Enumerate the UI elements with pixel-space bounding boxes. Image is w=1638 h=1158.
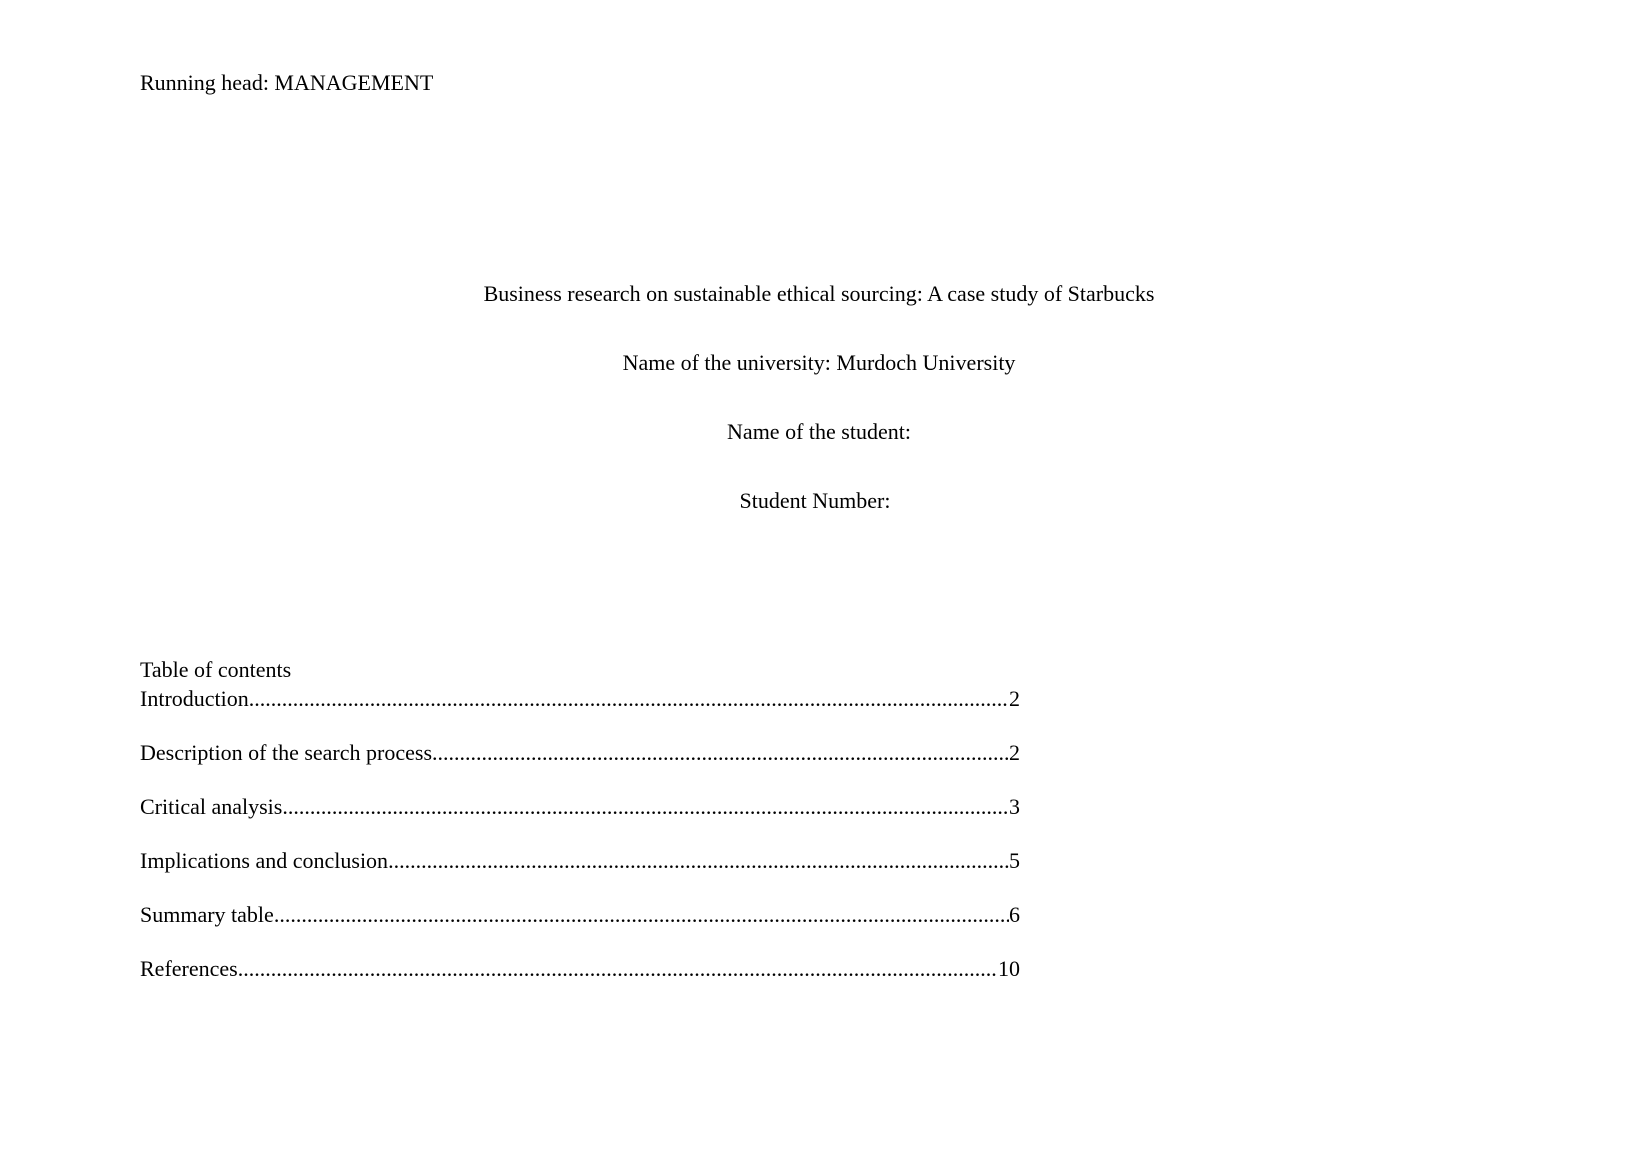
toc-heading: Table of contents (140, 657, 292, 682)
toc-dot-leader (238, 954, 998, 984)
university-name: Name of the university: Murdoch University (622, 350, 1016, 375)
toc-entry-references[interactable] (140, 954, 1020, 984)
toc-entry-label: References (140, 956, 238, 981)
student-number: Student Number: (739, 488, 891, 513)
toc-entry-critical-analysis[interactable] (140, 792, 1020, 822)
toc-entry-search-process[interactable] (140, 738, 1020, 768)
toc-dot-leader (249, 684, 1009, 714)
toc-entry-label: Introduction (140, 686, 249, 711)
toc-entry-label: Summary table (140, 902, 274, 927)
running-head: Running head: MANAGEMENT (140, 70, 434, 95)
toc-entry-page: 2 (1009, 686, 1020, 711)
document-title: Business research on sustainable ethical sourcing: A case study of Starbucks (483, 281, 1155, 306)
toc-entry-summary-table[interactable] (140, 900, 1020, 930)
toc-dot-leader (282, 792, 1009, 822)
toc-entry-label: Description of the search process (140, 740, 433, 765)
toc-dot-leader (388, 846, 1009, 876)
toc-entry-implications[interactable] (140, 846, 1020, 876)
table-of-contents (140, 684, 1020, 1008)
toc-entry-page: 2 (1009, 740, 1020, 765)
toc-entry-introduction[interactable] (140, 684, 1020, 714)
toc-dot-leader (432, 738, 1009, 768)
toc-entry-label: Critical analysis (140, 794, 283, 819)
toc-entry-page: 6 (1009, 902, 1020, 927)
toc-entry-page: 3 (1009, 794, 1020, 819)
student-name: Name of the student: (727, 419, 911, 444)
toc-entry-page: 5 (1009, 848, 1020, 873)
toc-entry-label: Implications and conclusion (140, 848, 389, 873)
toc-entry-page: 10 (998, 956, 1020, 981)
toc-dot-leader (274, 900, 1009, 930)
